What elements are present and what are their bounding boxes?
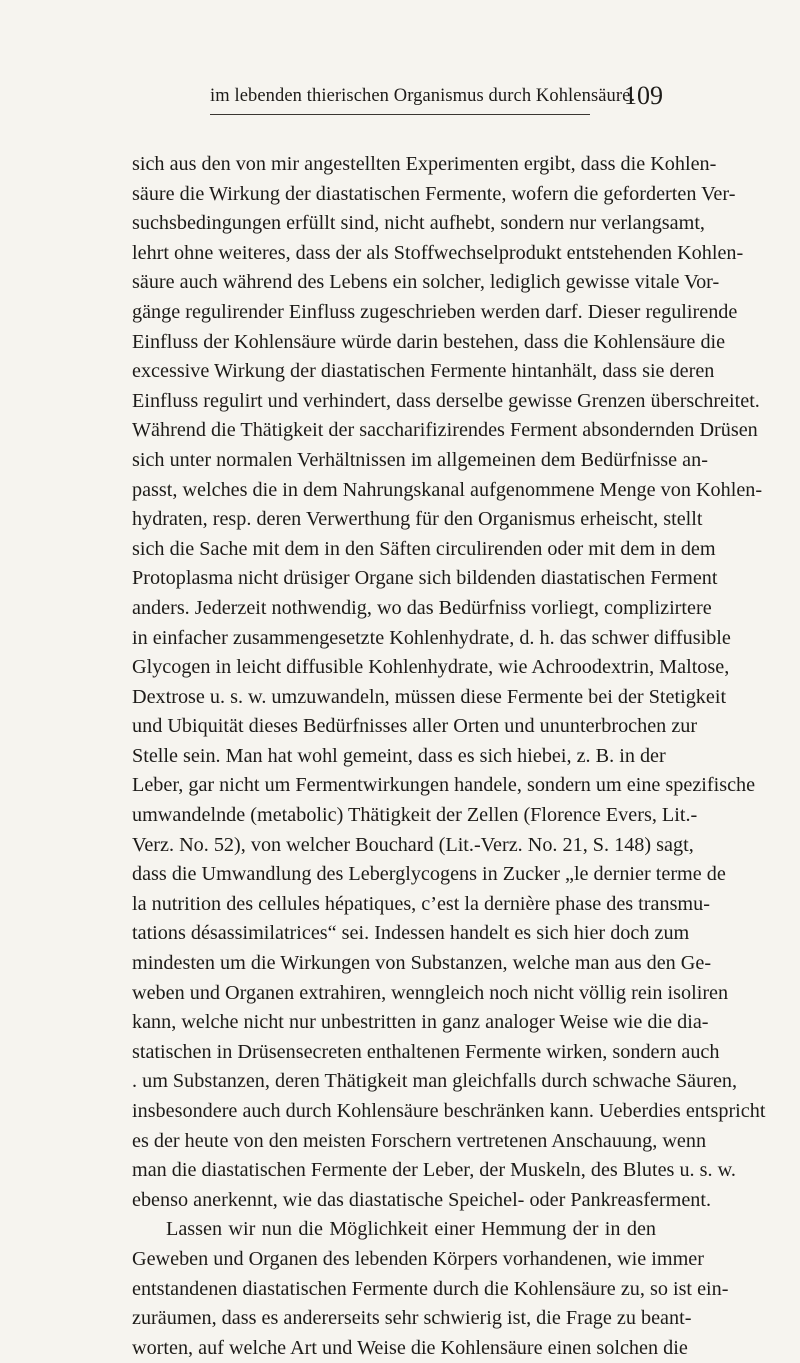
text-line: hydraten, resp. deren Verwerthung für den Organismus erheischt, stellt xyxy=(132,508,703,531)
body-text xyxy=(132,150,766,1363)
text-line: zuräumen, dass es andererseits sehr schwierig ist, die Frage zu beant- xyxy=(132,1307,692,1330)
text-line: lehrt ohne weiteres, dass der als Stoffwechselprodukt entstehenden Kohlen- xyxy=(132,241,744,264)
text-line: dass die Umwandlung des Leberglycogens in Zucker „le dernier terme de xyxy=(132,863,726,886)
text-line: Leber, gar nicht um Fermentwirkungen handele, sondern um eine spezifische xyxy=(132,774,756,797)
text-line: weben und Organen extrahiren, wenngleich noch nicht völlig rein isoliren xyxy=(132,981,729,1004)
text-line: säure auch während des Lebens ein solcher, lediglich gewisse vitale Vor- xyxy=(132,271,720,294)
text-line: gänge regulirender Einfluss zugeschrieben werden darf. Dieser regulirende xyxy=(132,300,738,323)
text-line: . um Substanzen, deren Thätigkeit man gleichfalls durch schwache Säuren, xyxy=(132,1070,738,1093)
text-line: es der heute von den meisten Forschern vertretenen Anschauung, wenn xyxy=(132,1129,707,1152)
text-line: Einfluss der Kohlensäure würde darin bestehen, dass die Kohlensäure die xyxy=(132,330,726,353)
text-line: insbesondere auch durch Kohlensäure beschränken kann. Ueberdies entspricht xyxy=(132,1100,766,1122)
text-line: säure die Wirkung der diastatischen Fermente, wofern die geforderten Ver- xyxy=(132,182,736,205)
running-header xyxy=(210,81,663,126)
text-line: Glycogen in leicht diffusible Kohlenhydrate, wie Achroodextrin, Maltose, xyxy=(132,656,730,679)
running-title: im lebenden thierischen Organismus durch Kohlensäure. xyxy=(210,86,636,106)
text-line: anders. Jederzeit nothwendig, wo das Bedürfniss vorliegt, complizirtere xyxy=(132,596,712,619)
text-line: sich unter normalen Verhältnissen im allgemeinen dem Bedürfnisse an- xyxy=(132,448,708,471)
header-rule xyxy=(210,114,590,115)
text-line: Verz. No. 52), von welcher Bouchard (Lit.-Verz. No. 21, S. 148) sagt, xyxy=(132,833,694,856)
text-line: sich aus den von mir angestellten Experimenten ergibt, dass die Kohlen- xyxy=(132,153,717,175)
text-line: in einfacher zusammengesetzte Kohlenhydrate, d. h. das schwer diffusible xyxy=(132,626,731,649)
text-line: umwandelnde (metabolic) Thätigkeit der Zellen (Florence Evers, Lit.- xyxy=(132,804,698,827)
text-line: Stelle sein. Man hat wohl gemeint, dass es sich hiebei, z. B. in der xyxy=(132,744,666,767)
text-line: kann, welche nicht nur unbestritten in ganz analoger Weise wie die dia- xyxy=(132,1011,709,1034)
text-line: statischen in Drüsensecreten enthaltenen Fermente wirken, sondern auch xyxy=(132,1040,720,1063)
text-line: suchsbedingungen erfüllt sind, nicht aufhebt, sondern nur verlangsamt, xyxy=(132,212,705,235)
text-line: Geweben und Organen des lebenden Körpers vorhandenen, wie immer xyxy=(132,1247,704,1270)
text-line: mindesten um die Wirkungen von Substanzen, welche man aus den Ge- xyxy=(132,952,712,975)
text-line: tations désassimilatrices“ sei. Indessen handelt es sich hier doch zum xyxy=(132,922,690,945)
text-line: ebenso anerkennt, wie das diastatische Speichel- oder Pankreasferment. xyxy=(132,1188,712,1211)
text-line: und Ubiquität dieses Bedürfnisses aller Orten und ununterbrochen zur xyxy=(132,715,698,738)
text-line: Während die Thätigkeit der saccharifizirendes Ferment absondernden Drüsen xyxy=(132,419,758,442)
text-line: passt, welches die in dem Nahrungskanal aufgenommene Menge von Kohlen- xyxy=(132,478,763,501)
paragraph-start-line: Lassen wir nun die Möglichkeit einer Hemmung der in den xyxy=(166,1218,656,1241)
text-line: Einfluss regulirt und verhindert, dass derselbe gewisse Grenzen überschreitet. xyxy=(132,389,760,412)
text-line: man die diastatischen Fermente der Leber, der Muskeln, des Blutes u. s. w. xyxy=(132,1159,736,1182)
text-line: la nutrition des cellules hépatiques, c’est la dernière phase des transmu- xyxy=(132,892,710,915)
text-line: entstandenen diastatischen Fermente durch die Kohlensäure zu, so ist ein- xyxy=(132,1277,729,1300)
text-line: worten, auf welche Art und Weise die Kohlensäure einen solchen die xyxy=(132,1336,688,1359)
text-line: Dextrose u. s. w. umzuwandeln, müssen diese Fermente bei der Stetigkeit xyxy=(132,685,727,708)
text-line: Protoplasma nicht drüsiger Organe sich bildenden diastatischen Ferment xyxy=(132,567,718,590)
text-line: sich die Sache mit dem in den Säften circulirenden oder mit dem in dem xyxy=(132,537,716,560)
text-line: excessive Wirkung der diastatischen Fermente hintanhält, dass sie deren xyxy=(132,360,715,383)
page-number: 109 xyxy=(624,81,663,110)
